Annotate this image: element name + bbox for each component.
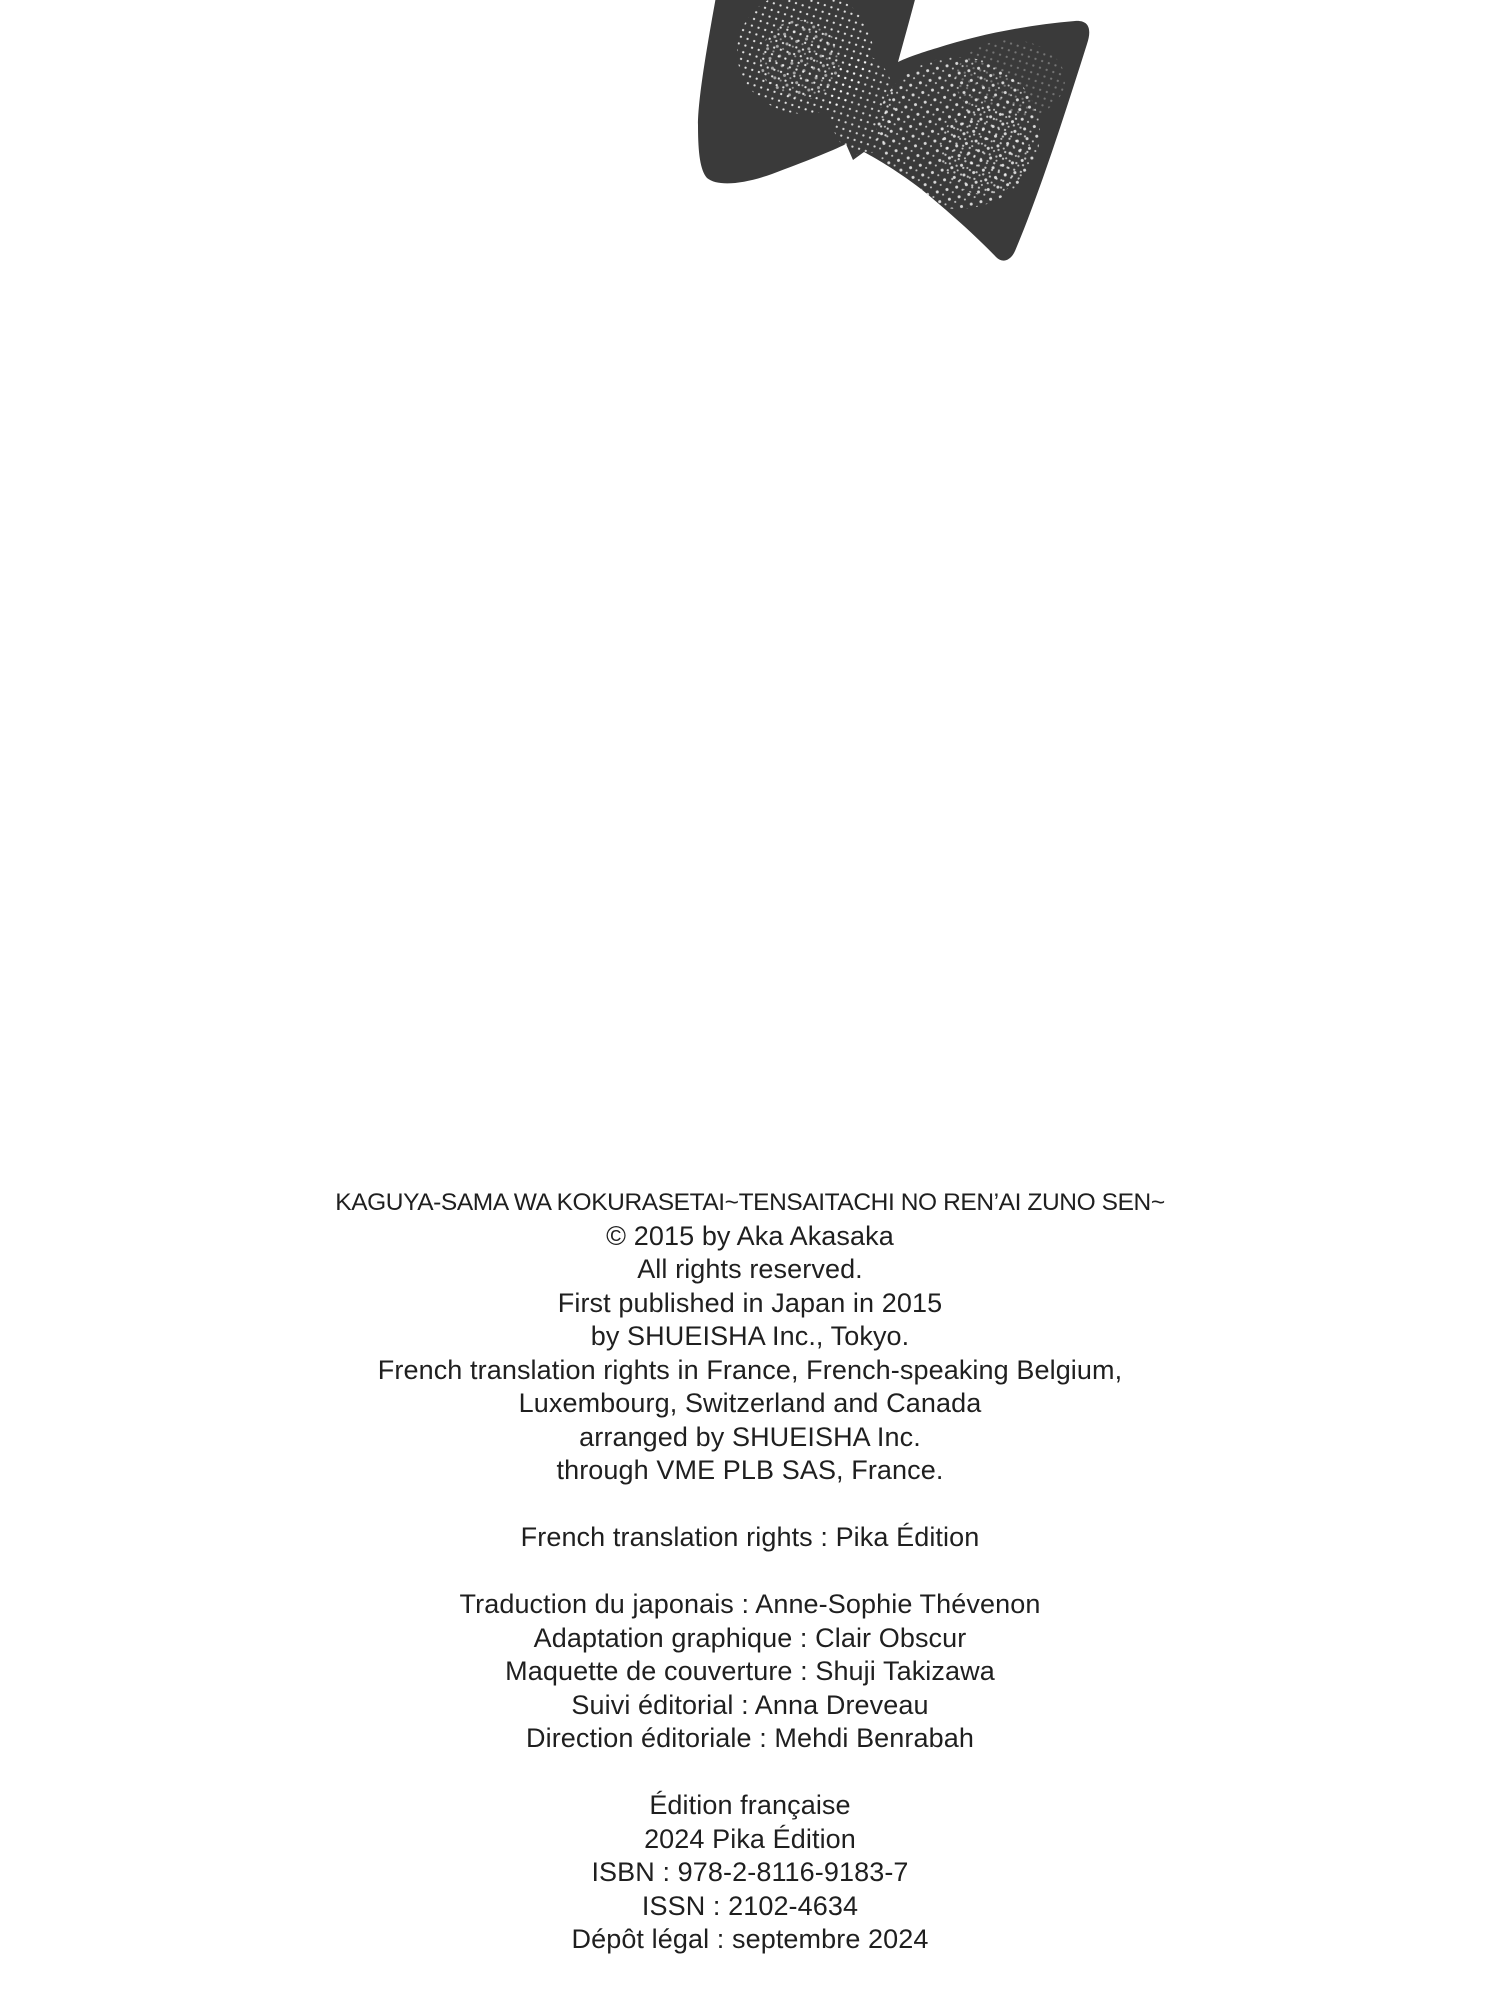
first-published: First published in Japan in 2015 bbox=[557, 1287, 943, 1318]
edition-year-publisher: 2024 Pika Édition bbox=[644, 1823, 856, 1854]
translation-rights-territories-1: French translation rights in France, French-speaking Belgium, bbox=[377, 1354, 1123, 1385]
colophon-text-block bbox=[0, 1186, 1500, 1957]
legal-deposit: Dépôt légal : septembre 2024 bbox=[571, 1924, 929, 1954]
credit-graphic-adaptation: Adaptation graphique : Clair Obscur bbox=[533, 1622, 967, 1653]
bow-tie-icon bbox=[693, 0, 1113, 272]
edition-label: Édition française bbox=[649, 1790, 851, 1820]
credit-cover-layout: Maquette de couverture : Shuji Takizawa bbox=[505, 1656, 995, 1686]
copyright-author: © 2015 by Aka Akasaka bbox=[606, 1220, 894, 1251]
issn: ISSN : 2102-4634 bbox=[641, 1890, 859, 1921]
isbn: ISBN : 978-2-8116-9183-7 bbox=[591, 1857, 909, 1887]
credit-translation: Traduction du japonais : Anne-Sophie Thévenon bbox=[459, 1589, 1041, 1619]
original-title: KAGUYA-SAMA WA KOKURASETAI~TENSAITACHI NO REN’AI ZUNO SEN~ bbox=[335, 1189, 1165, 1216]
rights-reserved: All rights reserved. bbox=[637, 1254, 863, 1284]
arranged-by: arranged by SHUEISHA Inc. bbox=[579, 1421, 921, 1452]
credit-editorial-direction: Direction éditoriale : Mehdi Benrabah bbox=[526, 1723, 974, 1753]
translation-rights-territories-2: Luxembourg, Switzerland and Canada bbox=[518, 1388, 982, 1418]
block-gap bbox=[0, 1488, 1500, 1522]
block-gap bbox=[0, 1756, 1500, 1790]
block-gap bbox=[0, 1555, 1500, 1589]
through-agency: through VME PLB SAS, France. bbox=[556, 1455, 944, 1485]
credit-editorial-follow-up: Suivi éditorial : Anna Dreveau bbox=[571, 1689, 929, 1720]
publisher-original: by SHUEISHA Inc., Tokyo. bbox=[590, 1321, 910, 1351]
french-rights-holder: French translation rights : Pika Édition bbox=[520, 1522, 980, 1552]
